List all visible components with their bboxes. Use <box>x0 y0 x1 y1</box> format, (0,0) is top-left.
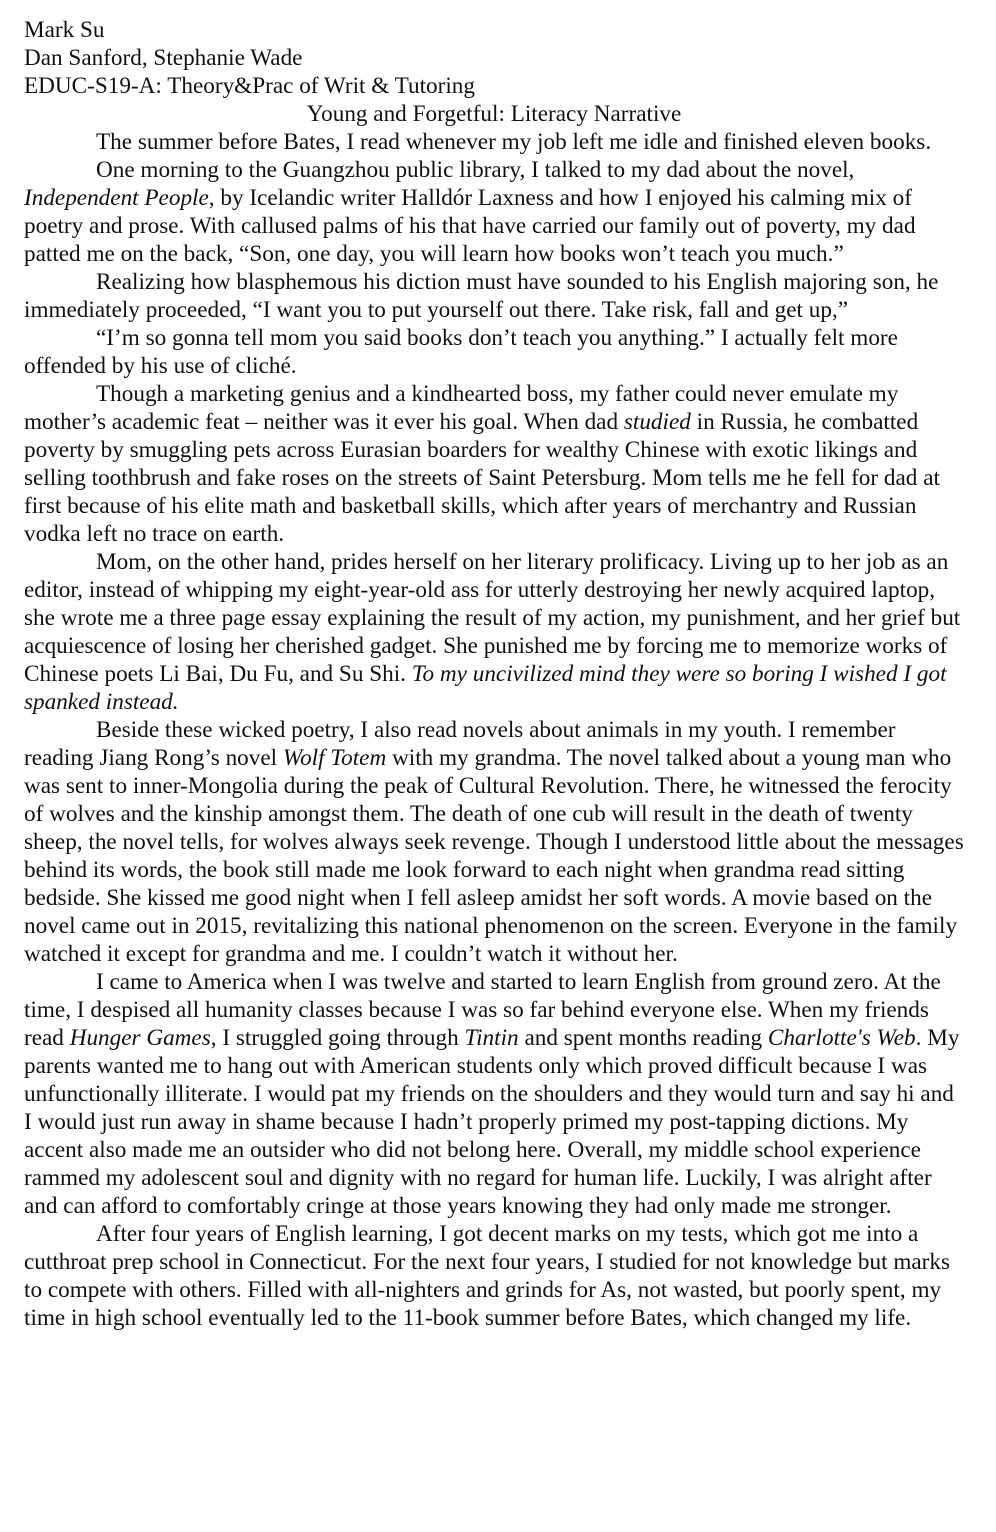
text-segment: The summer before Bates, I read whenever my job left me idle and finished eleven books. <box>96 129 932 155</box>
essay-body <box>24 128 964 1332</box>
text-segment: Realizing how blasphemous his diction must have sounded to his English majoring son, he immediately proceeded, “I want you to put yourself out there. Take risk, fall and get up,” <box>24 269 939 323</box>
body-paragraph <box>24 128 964 156</box>
document-page <box>24 16 964 1332</box>
italic-text-segment: Independent People, <box>24 185 215 211</box>
body-paragraph <box>24 268 964 324</box>
body-paragraph <box>24 548 964 716</box>
cutoff-line-glimpse <box>24 1522 102 1532</box>
italic-text-segment: studied <box>623 409 691 435</box>
text-segment: by Icelandic writer Halldór Laxness and how I enjoyed his calming mix of poetry and prose. With callused palms of his that have carried our family out of poverty, my dad patted me on the back, “Son, one day, you will learn how books won’t teach you much.” <box>24 185 916 267</box>
author-name: Mark Su <box>24 17 105 43</box>
body-paragraph <box>24 716 964 968</box>
body-paragraph <box>24 380 964 548</box>
body-paragraph <box>24 968 964 1220</box>
text-segment: , I struggled going through <box>210 1025 465 1051</box>
text-segment: “I’m so gonna tell mom you said books don’t teach you anything.” I actually felt more offended by his use of cliché. <box>24 325 898 379</box>
cutoff-next-line <box>0 1516 996 1532</box>
text-segment: and spent months reading <box>518 1025 768 1051</box>
text-segment: in Russia, he combatted poverty by smuggling pets across Eurasian boarders for wealthy Chinese with exotic likings and selling toothbrush and fake roses on the streets of Saint Petersburg. Mom tells me he fell for dad at first because of his elite math and basketball skills, which after years of merchantry and Russian vodka left no trace on earth. <box>24 409 940 547</box>
text-segment: . My parents wanted me to hang out with American students only which proved difficult because I was unfunctionally illiterate. I would pat my friends on the shoulders and they would turn and say hi and I would just run away in shame because I hadn’t properly primed my post-tapping dictions. My accent also made me an outsider who did not belong here. Overall, my middle school experience rammed my adolescent soul and dignity with no regard for human life. Luckily, I was alright after and can afford to comfortably cringe at those years knowing they had only made me stronger. <box>24 1025 960 1219</box>
italic-text-segment: To my uncivilized mind they were so boring I wished I got spanked instead. <box>24 661 947 715</box>
text-segment: with my grandma. The novel talked about a young man who was sent to inner-Mongolia during the peak of Cultural Revolution. There, he witnessed the ferocity of wolves and the kinship amongst them. The death of one cub will result in the death of twenty sheep, the novel tells, for wolves always seek revenge. Though I understood little about the messages behind its words, the book still made me look forward to each night when grandma read sitting bedside. She kissed me good night when I fell asleep amidst her soft words. A movie based on the novel came out in 2015, revitalizing this national phenomenon on the screen. Everyone in the family watched it except for grandma and me. I couldn’t watch it without her. <box>24 745 964 967</box>
italic-text-segment: Charlotte's Web <box>767 1025 916 1051</box>
essay-title: Young and Forgetful: Literacy Narrative <box>306 101 682 127</box>
italic-text-segment: Hunger Games <box>69 1025 211 1051</box>
italic-text-segment: Tintin <box>464 1025 519 1051</box>
text-segment: After four years of English learning, I got decent marks on my tests, which got me into a cutthroat prep school in Connecticut. For the next four years, I studied for not knowledge but marks to compete with others. Filled with all-nighters and grinds for As, not wasted, but poorly spent, my time in high school eventually led to the 11-book summer before Bates, which changed my life. <box>24 1221 950 1331</box>
body-paragraph <box>24 324 964 380</box>
course-name: EDUC-S19-A: Theory&Prac of Writ & Tutoring <box>24 73 475 99</box>
text-segment: Beside these wicked poetry, I also read novels about animals in my youth. I remember reading Jiang Rong’s novel <box>24 717 896 771</box>
instructor-names: Dan Sanford, Stephanie Wade <box>24 45 303 71</box>
text-segment: I came to America when I was twelve and started to learn English from ground zero. At the time, I despised all humanity classes because I was so far behind everyone else. When my friends read <box>24 969 941 1051</box>
text-segment: Mom, on the other hand, prides herself on her literary prolificacy. Living up to her job as an editor, instead of whipping my eight-year-old ass for utterly destroying her newly acquired laptop, she wrote me a three page essay explaining the result of my action, my punishment, and her grief but acquiescence of losing her cherished gadget. She punished me by forcing me to memorize works of Chinese poets Li Bai, Du Fu, and Su Shi. <box>24 549 961 687</box>
text-segment: Though a marketing genius and a kindhearted boss, my father could never emulate my mother’s academic feat – neither was it ever his goal. When dad <box>24 381 899 435</box>
body-paragraph <box>24 1220 964 1332</box>
italic-text-segment: Wolf Totem <box>282 745 387 771</box>
body-paragraph <box>24 156 964 268</box>
text-segment: One morning to the Guangzhou public library, I talked to my dad about the novel, <box>96 157 855 183</box>
